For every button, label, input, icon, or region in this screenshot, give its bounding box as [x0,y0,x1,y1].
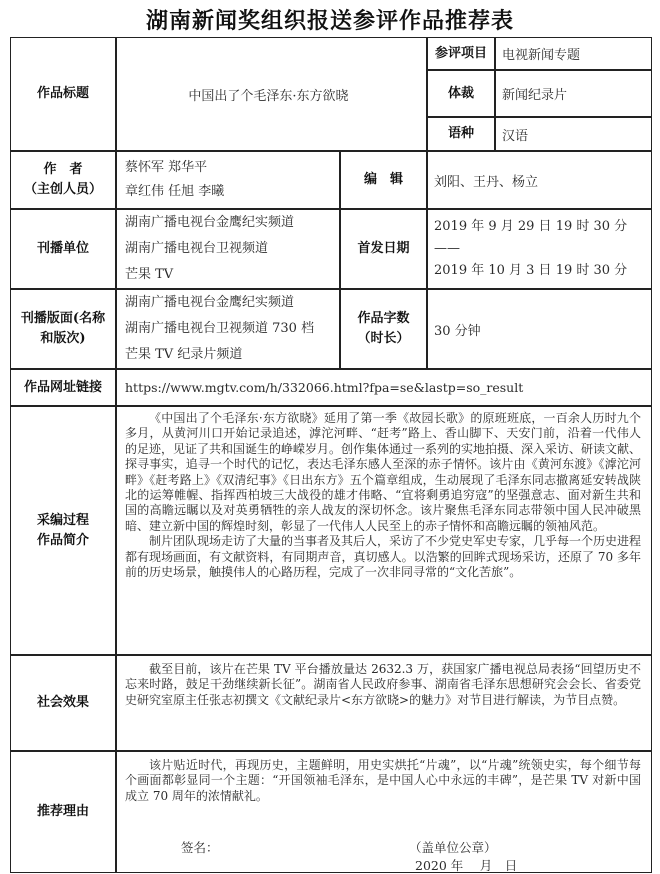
process-paragraph-1: 《中国出了个毛泽东·东方欲晓》延用了第一季《故园长歌》的原班班底，一百余人历时九个多月，从黄河川口开始记录追述，滹沱河畔、“赶考”路上、香山脚下、天安门前，沿着一代伟人的足迹，见证了共和国诞生的峥嵘岁月。创作集体通过一系列的实地拍摄、深入采访、研读文献、探寻事实，追寻一个时代的记忆，表达毛泽东感人至深的赤子情怀。该片由《黄河东渡》《滹沱河畔》《赶考路上》《双清纪事》《日出东方》五个篇章组成，生动展现了毛泽东同志撤离延安转战陕北的运筹帷幄、指挥西柏坡三大战役的雄才伟略、“宜将剩勇追穷寇”的坚强意志、面对新生共和国的高瞻远瞩以及对英勇牺牲的亲人战友的深切怀念。该片聚焦毛泽东同志带领中国人民冲破黑暗、建立新中国的辉煌时刻，彰显了一代伟人人民至上的赤子情怀和高瞻远瞩的领袖风范。 [125,411,642,533]
value-language: 汉语 [495,117,652,151]
label-edition: 刊播版面(名称 和版次) [10,289,116,369]
value-first-release: 2019 年 9 月 29 日 19 时 30 分—— 2019 年 10 月 3 日 19 时 30 分 [427,209,652,289]
label-url: 作品网址链接 [10,369,116,406]
label-publisher: 刊播单位 [10,209,116,289]
value-publishers: 湖南广播电视台金鹰纪实频道 湖南广播电视台卫视频道 芒果 TV [116,209,340,289]
value-process [116,406,652,655]
label-word-count: 作品字数 （时长） [340,289,427,369]
label-language: 语种 [427,117,495,151]
value-work-title: 中国出了个毛泽东·东方欲晓 [116,37,427,151]
sign-date: 2020 年 月 日 [415,858,518,873]
value-url[interactable]: https://www.mgtv.com/h/332066.html?fpa=se&lastp=so_result [116,369,652,406]
process-paragraph-2: 制片团队现场走访了大量的当事者及其后人，采访了不少党史军史专家，几乎每一个历史进程都有现场画面，有文献资料，有同期声音，真切感人。以浩繁的回眸式现场采访，还原了 70 多年前的历史场景，触摸伟人的心路历程，完成了一次非同寻常的“文化苦旅”。 [125,534,642,580]
value-participating-item: 电视新闻专题 [495,37,652,70]
value-reason [116,751,652,873]
value-effect [116,655,652,751]
label-work-title: 作品标题 [10,37,116,151]
recommendation-form-table [11,38,653,874]
value-genre: 新闻纪录片 [495,70,652,117]
label-first-release: 首发日期 [340,209,427,289]
label-process: 采编过程 作品简介 [10,406,116,655]
seal-note: （盖单位公章） [409,840,497,855]
label-editor: 编 辑 [340,151,427,209]
label-reason: 推荐理由 [10,751,116,873]
value-editions: 湖南广播电视台金鹰纪实频道 湖南广播电视台卫视频道 730 档 芒果 TV 纪录片频道 [116,289,340,369]
label-author: 作 者 （主创人员） [10,151,116,209]
value-editors: 刘阳、王丹、杨立 [427,151,652,209]
sign-label: 签名： [181,840,219,855]
form-title: 湖南新闻奖组织报送参评作品推荐表 [145,8,514,34]
value-duration: 30 分钟 [427,289,652,369]
effect-paragraph: 截至目前，该片在芒果 TV 平台播放量达 2632.3 万，获国家广播电视总局表扬“回望历史不忘来时路，鼓足干劲继续新长征”。湖南省人民政府参事、湖南省毛泽东思想研究会会长、省委党史研究室原主任张志初撰文《文献纪录片<东方欲晓>的魅力》对节目进行解读，为节目点赞。 [125,662,641,707]
label-effect: 社会效果 [10,655,116,751]
label-participating-item: 参评项目 [427,37,495,70]
reason-paragraph: 该片贴近时代，再现历史，主题鲜明，用史实烘托“片魂”，以“片魂”统领史实，每个细节每个画面都彰显同一个主题：“开国领袖毛泽东，是中国人心中永远的丰碑”，是芒果 TV 对新中国成立 70 周年的浓情献礼。 [125,758,641,803]
label-genre: 体裁 [427,70,495,117]
value-authors: 蔡怀军 郑华平 章红伟 任旭 李曦 [116,151,340,209]
